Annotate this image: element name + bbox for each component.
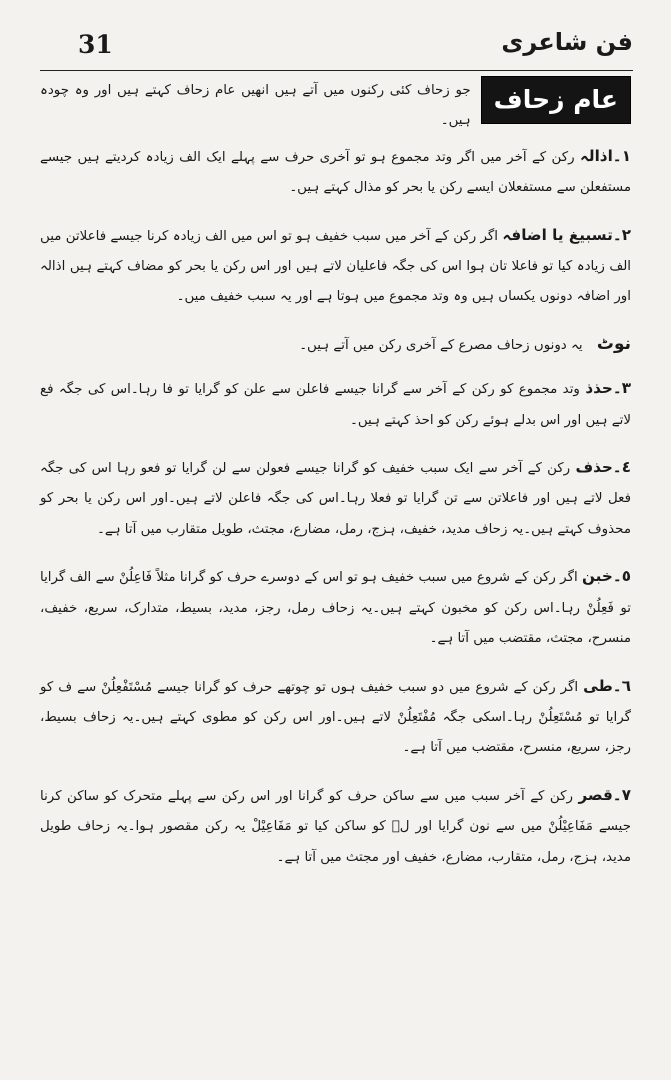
entry-hadhadh <box>40 373 631 436</box>
header-rule <box>40 70 633 71</box>
section-title: عام زحاف <box>481 76 631 124</box>
entry-term: ١۔اذالہ <box>579 146 631 165</box>
entry-term: ٥۔خبن <box>582 567 631 586</box>
note-text: یہ دونوں زحاف مصرع کے آخری رکن میں آتے ہیں۔ <box>299 337 583 353</box>
entry-tayy <box>40 671 631 764</box>
section-intro-text: جو زحاف کئی رکنوں میں آتے ہیں انھیں عام زحاف کہتے ہیں اور وہ چودہ ہیں۔ <box>40 83 471 129</box>
note <box>40 329 631 361</box>
note-label: نوٹ <box>596 333 631 354</box>
entry-tasbigh <box>40 220 631 313</box>
entry-term: ٢۔تسبیغ یا اضافہ <box>502 225 631 244</box>
entry-text: رکن کے آخر میں اگر وتد مجموع ہو تو آخری حرف سے پہلے ایک الف زیادہ کردیتے ہیں جیسے مستفعلن سے مستفعلان ایسے رکن یا بحر کو مذال کہتے ہیں۔ <box>40 149 631 196</box>
entry-text: وتد مجموع کو رکن کے آخر سے گرانا جیسے فاعلن سے علن کو گرایا تو فا رہا۔اس کی جگہ فع لاتے ہیں اور اس بدلے ہوئے رکن کو احذ کہتے ہیں۔ <box>40 382 631 428</box>
entry-hadhf <box>40 452 631 545</box>
entry-text: اگر رکن کے شروع میں سبب خفیف ہو تو اس کے دوسرے حرف کو گرانا مثلاً فَاعِلُنْ سے الف گرایا تو فَعِلُنْ رہا۔اس رکن کو مخبون کہتے ہیں۔یہ زحاف رمل، رجز، مدید، بسیط، متدارک، سریع، خفیف، منسرح، مجتث، مقتضب میں آتا ہے۔ <box>40 570 631 647</box>
entry-term: ٤۔حذف <box>575 458 631 477</box>
page-header <box>40 22 633 68</box>
entry-text: رکن کے آخر سے ایک سبب خفیف کو گرانا جیسے فعولن سے لن گرایا تو فعو رہا اس کی جگہ فعل لاتے ہیں اور فاعلاتن سے تن گرایا تو فعلا رہا۔اس کی جگہ فاعلن لاتے ہیں۔اور اس رکن یا بحر کو محذوف کہتے ہیں۔یہ زحاف مدید، خفیف، ہزج، رمل، مضارع، مجتث، طویل متقارب میں آتا ہے۔ <box>40 461 631 537</box>
entry-term: ٣۔حذذ <box>585 379 632 398</box>
entry-term: ٧۔قصر <box>578 785 631 804</box>
entry-qasr <box>40 780 631 873</box>
page-body <box>40 76 631 889</box>
entry-term: ٦۔طی <box>583 676 631 695</box>
entry-text: رکن کے آخر سبب میں سے ساکن حرف کو گرانا اور اس رکن سے پہلے متحرک کو ساکن کرنا جیسے مَفَاعِیْلُنْ میں سے نون گرایا اور لؔ کو ساکن کیا تو مَفَاعِیْلْ یہ رکن مقصور ہوا۔یہ زحاف طویل مدید، ہزج، رمل، متقارب، مضارع، خفیف اور مجتث میں آتا ہے۔ <box>40 788 631 865</box>
running-title: فن شاعری <box>501 28 633 56</box>
entry-izala <box>40 141 631 204</box>
entry-text: اگر رکن کے شروع میں دو سبب خفیف ہوں تو چوتھے حرف کو گرانا جیسے مُسْتَفْعِلُنْ سے ف کو گرایا تو مُسْتَعِلُنْ رہا۔اسکی جگہ مُفْتَعِلُنْ لاتے ہیں۔اور اس رکن کو مطوی کہتے ہیں۔یہ زحاف بسیط، رجز، سریع، منسرح، مقتضب میں آتا ہے۔ <box>40 679 631 756</box>
section-intro <box>40 76 631 137</box>
entry-khabn <box>40 561 631 654</box>
page-number: 31 <box>78 30 113 59</box>
entry-text: اگر رکن کے آخر میں سبب خفیف ہو تو اس میں الف زیادہ کرنا جیسے فاعلاتن میں الف زیادہ کیا تو فاعلا تان ہوا اس کی جگہ فاعلیان لاتے ہیں اور اس رکن یا بحر کو مضاف کہتے ہیں اذالہ اور اضافہ دونوں یکساں ہیں وہ وتد مجموع میں ہوتا ہے اور یہ سبب خفیف میں۔ <box>40 228 631 305</box>
